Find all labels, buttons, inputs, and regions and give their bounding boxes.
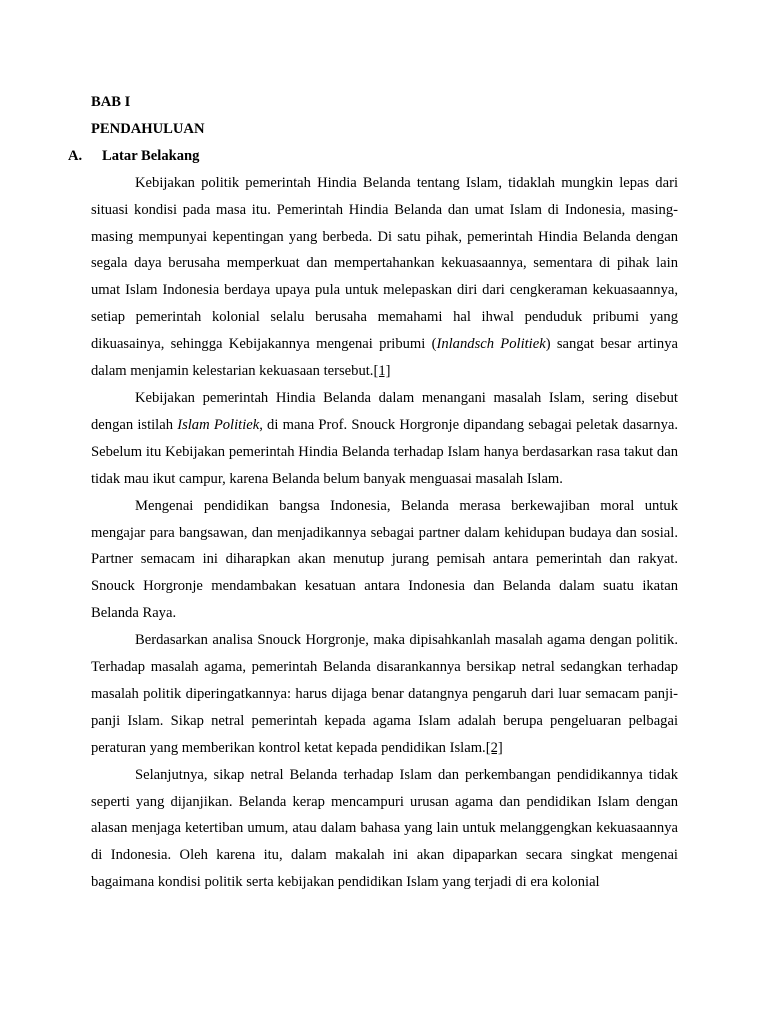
chapter-title: PENDAHULUAN (91, 120, 205, 137)
paragraph-2-text-a: Kebijakan pemerintah Hindia Belanda dalam menangani masalah Islam, sering disebut dengan istilah (91, 389, 678, 433)
paragraph-2-italic-term: Islam Politiek (177, 416, 260, 433)
paragraph-2 (91, 385, 678, 493)
paragraph-5: Selanjutnya, sikap netral Belanda terhadap Islam dan perkembangan pendidikannya tidak seperti yang dijanjikan. Belanda kerap mencampuri urusan agama dan pendidikan Islam dengan alasan menjaga ketertiban umum, atau dalam bahasa yang lain untuk melanggengkan kekuasaannya di Indonesia. Oleh karena itu, dalam makalah ini akan dipaparkan secara singkat mengenai bagaimana kondisi politik serta kebijakan pendidikan Islam yang terjadi di era kolonial (91, 766, 678, 891)
paragraph-4-text: Berdasarkan analisa Snouck Horgronje, maka dipisahkanlah masalah agama dengan politik. Terhadap masalah agama, pemerintah Belanda disarankannya bersikap netral sedangkan terhadap masalah politik diperingatkannya: harus dijaga benar datangnya pengaruh dari luar semacam panji-panji Islam. Sikap netral pemerintah kepada agama Islam adalah berupa pengeluaran pelbagai peraturan yang memberikan kontrol ketat kepada pendidikan Islam. (91, 632, 678, 756)
section-number: A. (68, 147, 83, 164)
paragraph-1-text-a: Kebijakan politik pemerintah Hindia Belanda tentang Islam, tidaklah mungkin lepas dari situasi kondisi pada masa itu. Pemerintah Hindia Belanda dan umat Islam di Indonesia, masing-masing mempunyai kepentingan yang berbeda. Di satu pihak, pemerintah Hindia Belanda dengan segala daya berusaha memperkuat dan mempertahankan kekuasaannya, sementara di pihak lain umat Islam Indonesia berdaya upaya pula untuk melepaskan diri dari cengkeraman kekuasaannya, setiap pemerintah kolonial selalu berusaha memahami hal ihwal penduduk pribumi yang dikuasainya, sehingga Kebijakannya mengenai pribumi ( (91, 174, 678, 353)
footnote-link-1[interactable]: [1] (373, 363, 391, 380)
section-heading (68, 143, 678, 170)
paragraph-3: Mengenai pendidikan bangsa Indonesia, Belanda merasa berkewajiban moral untuk mengajar para bangsawan, dan menjadikannya sebagai partner dalam kehidupan budaya dan sosial. Partner semacam ini diharapkan akan menutup jurang pemisah antara pemerintah dan rakyat. Snouck Horgronje mendambakan kesatuan antara Indonesia dan Belanda dalam suatu ikatan Belanda Raya. (91, 497, 678, 622)
paragraph-1 (91, 170, 678, 385)
footnote-link-2[interactable]: [2] (485, 739, 503, 756)
paragraph-1-italic-term: Inlandsch Politiek (436, 336, 546, 353)
chapter-label: BAB I (91, 94, 131, 110)
document-body (68, 89, 678, 896)
section-title: Latar Belakang (102, 147, 200, 164)
paragraph-4 (91, 627, 678, 762)
paragraph-1-text-b: ) sangat besar artinya dalam menjamin kelestarian kekuasaan tersebut. (91, 336, 678, 380)
paragraph-2-text-b: , di mana Prof. Snouck Horgronje dipandang sebagai peletak dasarnya. Sebelum itu Kebijakan pemerintah Hindia Belanda terhadap Islam hanya berdasarkan rasa takut dan tidak mau ikut campur, karena Belanda belum banyak menguasai masalah Islam. (91, 416, 678, 487)
